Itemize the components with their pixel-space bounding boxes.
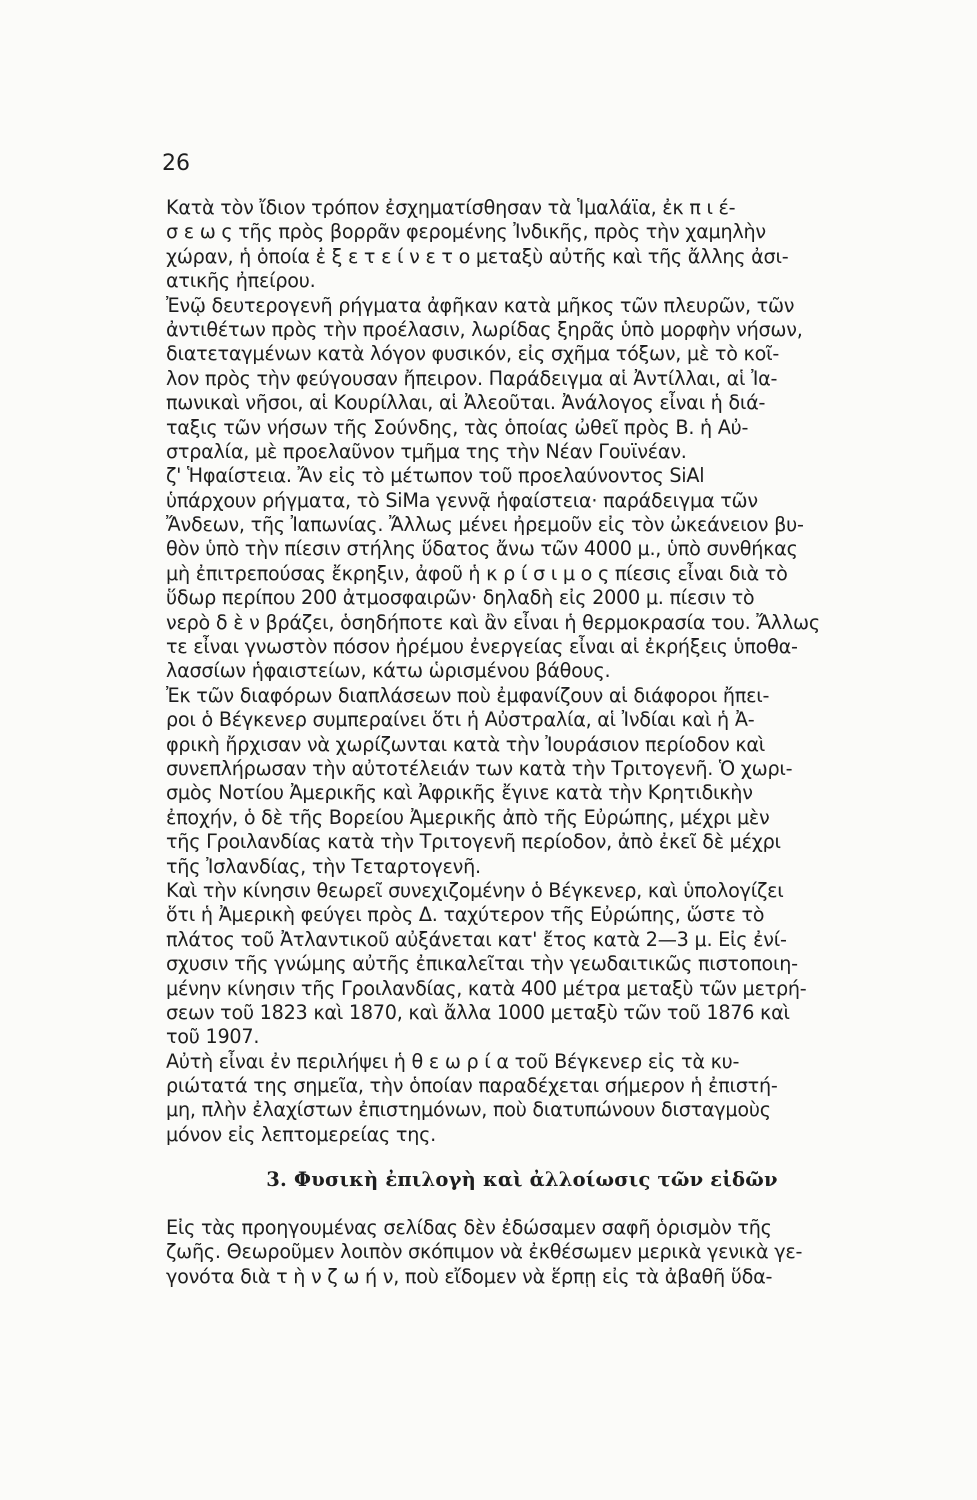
text-line: ὅτι ἡ Ἀμερικὴ φεύγει πρὸς Δ. ταχύτερον τῆς Εὐρώπης, ὥστε τὸ (166, 903, 765, 927)
text-line: ὕδωρ περίπου 200 ἀτμοσφαιρῶν· δηλαδὴ εἰς 2000 μ. πίεσιν τὸ (166, 586, 755, 610)
text-line: τῆς Γροιλανδίας κατὰ τὴν Τριτογενῆ περίοδον, ἀπὸ ἐκεῖ δὲ μέχρι (166, 830, 781, 854)
text-line: πωνικαὶ νῆσοι, αἱ Κουρίλλαι, αἱ Ἀλεοῦται. Ἀνάλογος εἶναι ἡ διά- (166, 391, 766, 415)
text-line: στραλία, μὲ προελαῦνον τμῆμα της τὴν Νέαν Γουϊνέαν. (166, 439, 687, 463)
text-line: μη, πλὴν ἐλαχίστων ἐπιστημόνων, ποὺ διατυπώνουν δισταγμοὺς (166, 1098, 771, 1122)
text-line: σ ε ω ς τῆς πρὸς βορρᾶν φερομένης Ἰνδικῆς, πρὸς τὴν χαμηλὴν (166, 220, 766, 244)
text-line: Ἐνῷ δευτερογενῆ ρήγματα ἀφῆκαν κατὰ μῆκος τῶν πλευρῶν, τῶν (166, 293, 795, 317)
text-line: λασσίων ἡφαιστείων, κάτω ὡρισμένου βάθους. (166, 659, 611, 683)
text-line: Ἄνδεων, τῆς Ἰαπωνίας. Ἄλλως μένει ἠρεμοῦν εἰς τὸν ὠκεάνειον βυ- (166, 513, 804, 537)
text-line: ζωῆς. Θεωροῦμεν λοιπὸν σκόπιμον νὰ ἐκθέσωμεν μερικὰ γενικὰ γε- (166, 1240, 803, 1264)
text-line: ταξις τῶν νήσων τῆς Σούνδης, τὰς ὁποίας ὠθεῖ πρὸς Β. ἡ Αὐ- (166, 415, 749, 439)
text-line: σχυσιν τῆς γνώμης αὐτῆς ἐπικαλεῖται τὴν γεωδαιτικῶς πιστοποιη- (166, 952, 798, 976)
text-line: ροι ὁ Βέγκενερ συμπεραίνει ὅτι ἡ Αὐστραλία, αἱ Ἰνδίαι καὶ ἡ Ἀ- (166, 708, 755, 732)
text-line: τῆς Ἰσλανδίας, τὴν Τεταρτογενῆ. (166, 854, 481, 878)
text-line: μόνον εἰς λεπτομερείας της. (166, 1122, 436, 1146)
text-line: τε εἶναι γνωστὸν πόσον ἠρέμου ἐνεργείας εἶναι αἱ ἐκρήξεις ὑποθα- (166, 635, 798, 659)
text-line: τοῦ 1907. (166, 1025, 260, 1049)
text-line: ὑπάρχουν ρήγματα, τὸ SiMa γεννᾷ ἡφαίστεια· παράδειγμα τῶν (166, 488, 758, 512)
text-line: ριώτατά της σημεῖα, τὴν ὁποίαν παραδέχεται σήμερον ἡ ἐπιστή- (166, 1074, 778, 1098)
text-line: ἐποχήν, ὁ δὲ τῆς Βορείου Ἀμερικῆς ἀπὸ τῆς Εὐρώπης, μέχρι μὲν (166, 805, 770, 829)
text-line: πλάτος τοῦ Ἀτλαντικοῦ αὐξάνεται κατ' ἔτος κατὰ 2—3 μ. Εἰς ἐνί- (166, 927, 787, 951)
text-line: γονότα διὰ τ ὴ ν ζ ω ή ν, ποὺ εἴδομεν νὰ ἕρπῃ εἰς τὰ ἀβαθῆ ὕδα- (166, 1264, 773, 1288)
text-line: σεων τοῦ 1823 καὶ 1870, καὶ ἄλλα 1000 μεταξὺ τῶν τοῦ 1876 καὶ (166, 1000, 790, 1024)
text-line: μένην κίνησιν τῆς Γροιλανδίας, κατὰ 400 μέτρα μεταξὺ τῶν μετρή- (166, 976, 807, 1000)
text-line: λον πρὸς τὴν φεύγουσαν ἤπειρον. Παράδειγμα αἱ Ἀντίλλαι, αἱ Ἰα- (166, 366, 778, 390)
text-line: Αὐτὴ εἶναι ἐν περιλήψει ἡ θ ε ω ρ ί α τοῦ Βέγκενερ εἰς τὰ κυ- (166, 1049, 740, 1073)
section-heading: 3. Φυσικὴ ἐπιλογὴ καὶ ἀλλοίωσις τῶν εἰδῶν (266, 1168, 778, 1191)
text-line: μὴ ἐπιτρεπούσας ἔκρηξιν, ἀφοῦ ἡ κ ρ ί σ ι μ ο ς πίεσις εἶναι διὰ τὸ (166, 561, 788, 585)
text-line: Ἐκ τῶν διαφόρων διαπλάσεων ποὺ ἐμφανίζουν αἱ διάφοροι ἤπει- (166, 683, 770, 707)
text-line: Καὶ τὴν κίνησιν θεωρεῖ συνεχιζομένην ὁ Βέγκενερ, καὶ ὑπολογίζει (166, 878, 784, 902)
text-line: Εἰς τὰς προηγουμένας σελίδας δὲν ἐδώσαμεν σαφῆ ὁρισμὸν τῆς (166, 1216, 772, 1239)
text-line: ζ' Ἡφαίστεια. Ἄν εἰς τὸ μέτωπον τοῦ προελαύνοντος SiAl (166, 464, 705, 488)
section-body-text (166, 1216, 878, 1289)
text-line: θὸν ὑπὸ τὴν πίεσιν στήλης ὕδατος ἄνω τῶν 4000 μ., ὑπὸ συνθήκας (166, 537, 798, 561)
text-line: διατεταγμένων κατὰ λόγον φυσικόν, εἰς σχῆμα τόξων, μὲ τὸ κοῖ- (166, 342, 780, 366)
text-line: φρικὴ ἤρχισαν νὰ χωρίζωνται κατὰ τὴν Ἰουράσιον περίοδον καὶ (166, 732, 766, 756)
text-line: ἀντιθέτων πρὸς τὴν προέλασιν, λωρίδας ξηρᾶς ὑπὸ μορφὴν νήσων, (166, 317, 803, 341)
text-line: σμὸς Νοτίου Ἀμερικῆς καὶ Ἀφρικῆς ἔγινε κατὰ τὴν Κρητιδικὴν (166, 781, 753, 805)
text-line: χώραν, ἡ ὁποία ἐ ξ ε τ ε ί ν ε τ ο μεταξὺ αὐτῆς καὶ τῆς ἄλλης ἀσι- (166, 244, 789, 268)
text-line: συνεπλήρωσαν τὴν αὐτοτέλειάν των κατὰ τὴν Τριτογενῆ. Ὁ χωρι- (166, 756, 793, 780)
text-line: ατικῆς ἠπείρου. (166, 269, 316, 293)
page-number: 26 (162, 151, 190, 176)
body-text (166, 196, 878, 1147)
text-line: Κατὰ τὸν ἴδιον τρόπον ἐσχηματίσθησαν τὰ Ἱμαλάϊα, ἐκ π ι έ- (166, 196, 736, 219)
text-line: νερὸ δ ὲ ν βράζει, ὁσηδήποτε καὶ ἂν εἶναι ἡ θερμοκρασία του. Ἄλλως (166, 610, 820, 634)
